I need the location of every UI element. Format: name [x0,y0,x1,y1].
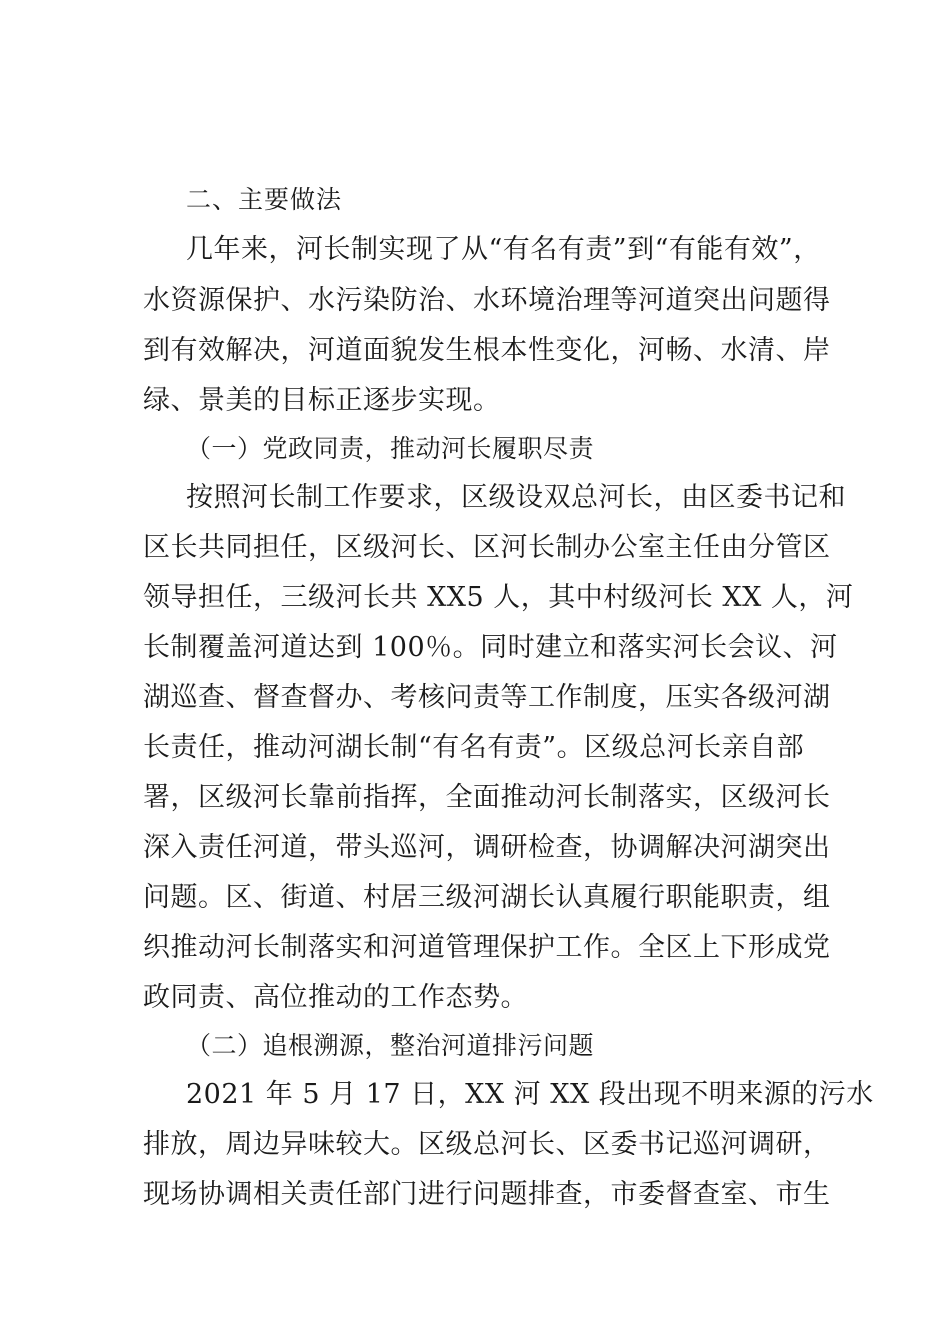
paragraph-line: 织推动河长制落实和河道管理保护工作。全区上下形成党 [143,932,831,963]
paragraph-line: 政同责、高位推动的工作态势。 [143,982,528,1013]
subheading-2: （二）追根溯源，整治河道排污问题 [186,1031,595,1060]
paragraph-line: 排放，周边异味较大。区级总河长、区委书记巡河调研， [143,1129,831,1160]
paragraph-line: 长责任，推动河湖长制“有名有责”。区级总河长亲自部 [143,732,805,763]
paragraph-line: 现场协调相关责任部门进行问题排查，市委督查室、市生 [143,1179,831,1210]
paragraph-line: 区长共同担任，区级河长、区河长制办公室主任由分管区 [143,532,831,563]
paragraph-line: 几年来，河长制实现了从“有名有责”到“有能有效”， [186,234,821,265]
paragraph-line: 2021 年 5 月 17 日，XX 河 XX 段出现不明来源的污水 [186,1079,874,1110]
paragraph-line: 长制覆盖河道达到 100％。同时建立和落实河长会议、河 [143,632,838,663]
paragraph-line: 到有效解决，河道面貌发生根本性变化，河畅、水清、岸 [143,335,831,366]
paragraph-line: 湖巡查、督查督办、考核问责等工作制度，压实各级河湖 [143,682,831,713]
paragraph-line: 水资源保护、水污染防治、水环境治理等河道突出问题得 [143,285,831,316]
subheading-1: （一）党政同责，推动河长履职尽责 [186,434,595,463]
paragraph-line: 按照河长制工作要求，区级设双总河长，由区委书记和 [186,482,846,513]
paragraph-line: 绿、景美的目标正逐步实现。 [143,385,501,416]
paragraph-line: 深入责任河道，带头巡河，调研检查，协调解决河湖突出 [143,832,831,863]
paragraph-line: 领导担任，三级河长共 XX5 人，其中村级河长 XX 人，河 [143,582,854,613]
paragraph-line: 署，区级河长靠前指挥，全面推动河长制落实，区级河长 [143,782,831,813]
section-heading: 二、主要做法 [186,185,343,214]
paragraph-line: 问题。区、街道、村居三级河湖长认真履行职能职责，组 [143,882,831,913]
